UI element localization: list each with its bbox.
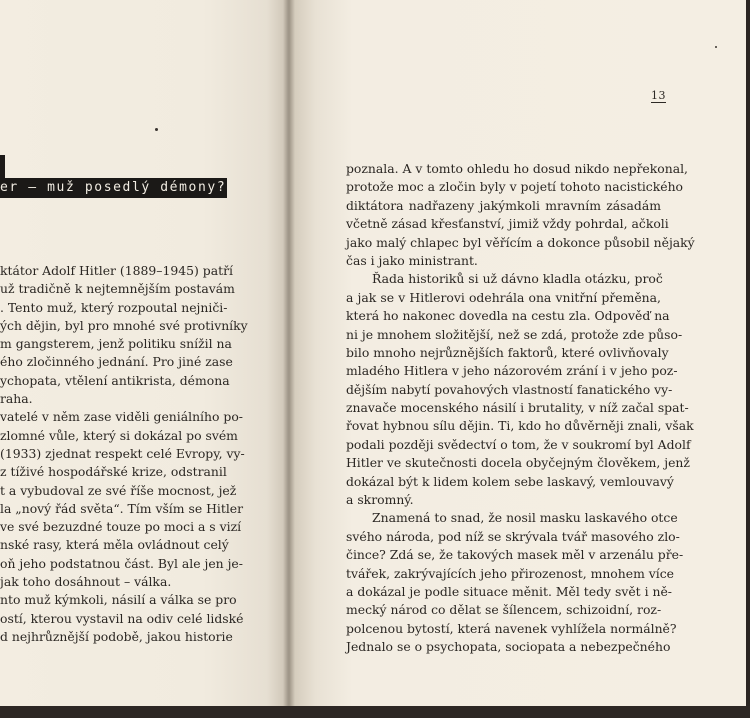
text-line: poznala. A v tomto ohledu ho dosud nikdo nepřekonal, [346,161,688,176]
text-line: protože moc a zločin byly v pojetí tohoto nacistického [346,179,684,195]
text-line: a skromný. [346,492,414,508]
text-line: znavače mocenského násilí i brutality, v níž začal spat- [346,400,689,416]
text-line: zlomné vůle, který si dokázal po svém [0,427,238,443]
text-line: Řada historiků si už dávno kladla otázku, proč [372,271,663,287]
text-line: ého zločinného jednání. Pro jiné zase [0,354,233,370]
text-line: Znamená to snad, že nosil masku laskavého otce [372,510,678,526]
text-line: oň jeho podstatnou část. Byl ale jen je- [0,555,243,571]
text-line: diktátora nadřazeny jakýmkoli mravním zásadám [346,197,661,213]
text-line: jako malý chlapec byl věřícím a dokonce působil nějaký [346,234,695,250]
right-page-text [346,160,695,657]
text-line: jak toho dosáhnout – válka. [0,574,172,590]
text-line: d nejhrůznější podobě, jakou historie [0,628,233,644]
text-line: Hitler ve skutečnosti docela obyčejným člověkem, jenž [346,455,690,471]
text-line: svého národa, pod níž se skrývala tvář masového zlo- [346,528,680,544]
text-line: a jak se v Hitlerovi odehrála ona vnitřní přeměna, [346,289,661,305]
text-line: . Tento muž, který rozpoutal nejniči- [0,299,228,315]
text-line: mecký národ co dělat se šílencem, schizoidní, roz- [346,602,662,618]
text-line: čas i jako ministrant. [346,252,478,268]
text-line: mladého Hitlera v jeho názorovém zrání i v jeho poz- [346,363,678,379]
page-number: 13 [651,89,666,102]
text-line: ktátor Adolf Hitler (1889–1945) patří [0,263,233,278]
text-line: z tíživé hospodářské krize, odstranil [0,464,227,480]
text-line: která ho nakonec dovedla na cestu zla. Odpověď na [346,308,670,324]
text-line: ých dějin, byl pro mnohé své protivníky [0,317,248,333]
text-line: (1933) zjednat respekt celé Evropy, vy- [0,445,245,461]
text-line: nské rasy, která měla ovládnout celý [0,537,229,553]
left-page [0,0,290,708]
text-line: řovat hybnou sílu dějin. Ti, kdo ho důvěrněji znali, však [346,418,694,434]
text-line: čince? Zdá se, že takových masek měl v arzenálu pře- [346,547,684,563]
text-line: podali později svědectví o tom, že v soukromí byl Adolf [346,436,691,452]
text-line: la „nový řád světa“. Tím vším se Hitler [0,500,244,516]
left-page-text [0,262,248,646]
text-line: nto muž kýmkoli, násilí a válka se pro [0,592,237,608]
text-line: dokázal být k lidem kolem sebe laskavý, vemlouvavý [346,473,674,489]
text-line: m gangsterem, jenž politiku snížil na [0,336,232,352]
book-gutter [283,0,295,708]
text-line: bilo mnoho nejrůznějších faktorů, které ovlivňovaly [346,344,669,360]
text-line: polcenou bytostí, která navenek vyhlížela normálně? [346,620,677,636]
text-line: už tradičně k nejtemnějším postavám [0,281,235,297]
chapter-heading: er – muž posedlý démony? [0,178,227,198]
text-line: t a vybudoval ze své říše mocnost, jež [0,482,237,498]
text-line: Jednalo se o psychopata, sociopata a nebezpečného [346,639,671,655]
text-line: a dokázal je podle situace měnit. Měl tedy svět i ně- [346,583,672,599]
text-line: raha. [0,391,33,407]
text-line: tvářek, zakrývajících jeho přirozenost, mnohem více [346,565,675,581]
text-line: ychopata, vtělení antikrista, démona [0,372,230,388]
speck [715,46,717,48]
text-line: ni je mnohem složitější, než se zdá, protože zde půso- [346,326,683,342]
text-line: ostí, kterou vystavil na odiv celé lidské [0,610,244,626]
page-bottom-edge [0,706,750,718]
text-line: ve své bezuzdné touze po moci a s vizí [0,519,242,535]
text-line: dějším nabytí povahových vlastností fanatického vy- [346,381,673,397]
text-line: včetně zásad křesťanství, jimiž vždy pohrdal, ačkoli [346,216,669,232]
speck [155,128,158,131]
text-line: vatelé v něm zase viděli geniálního po- [0,409,243,425]
